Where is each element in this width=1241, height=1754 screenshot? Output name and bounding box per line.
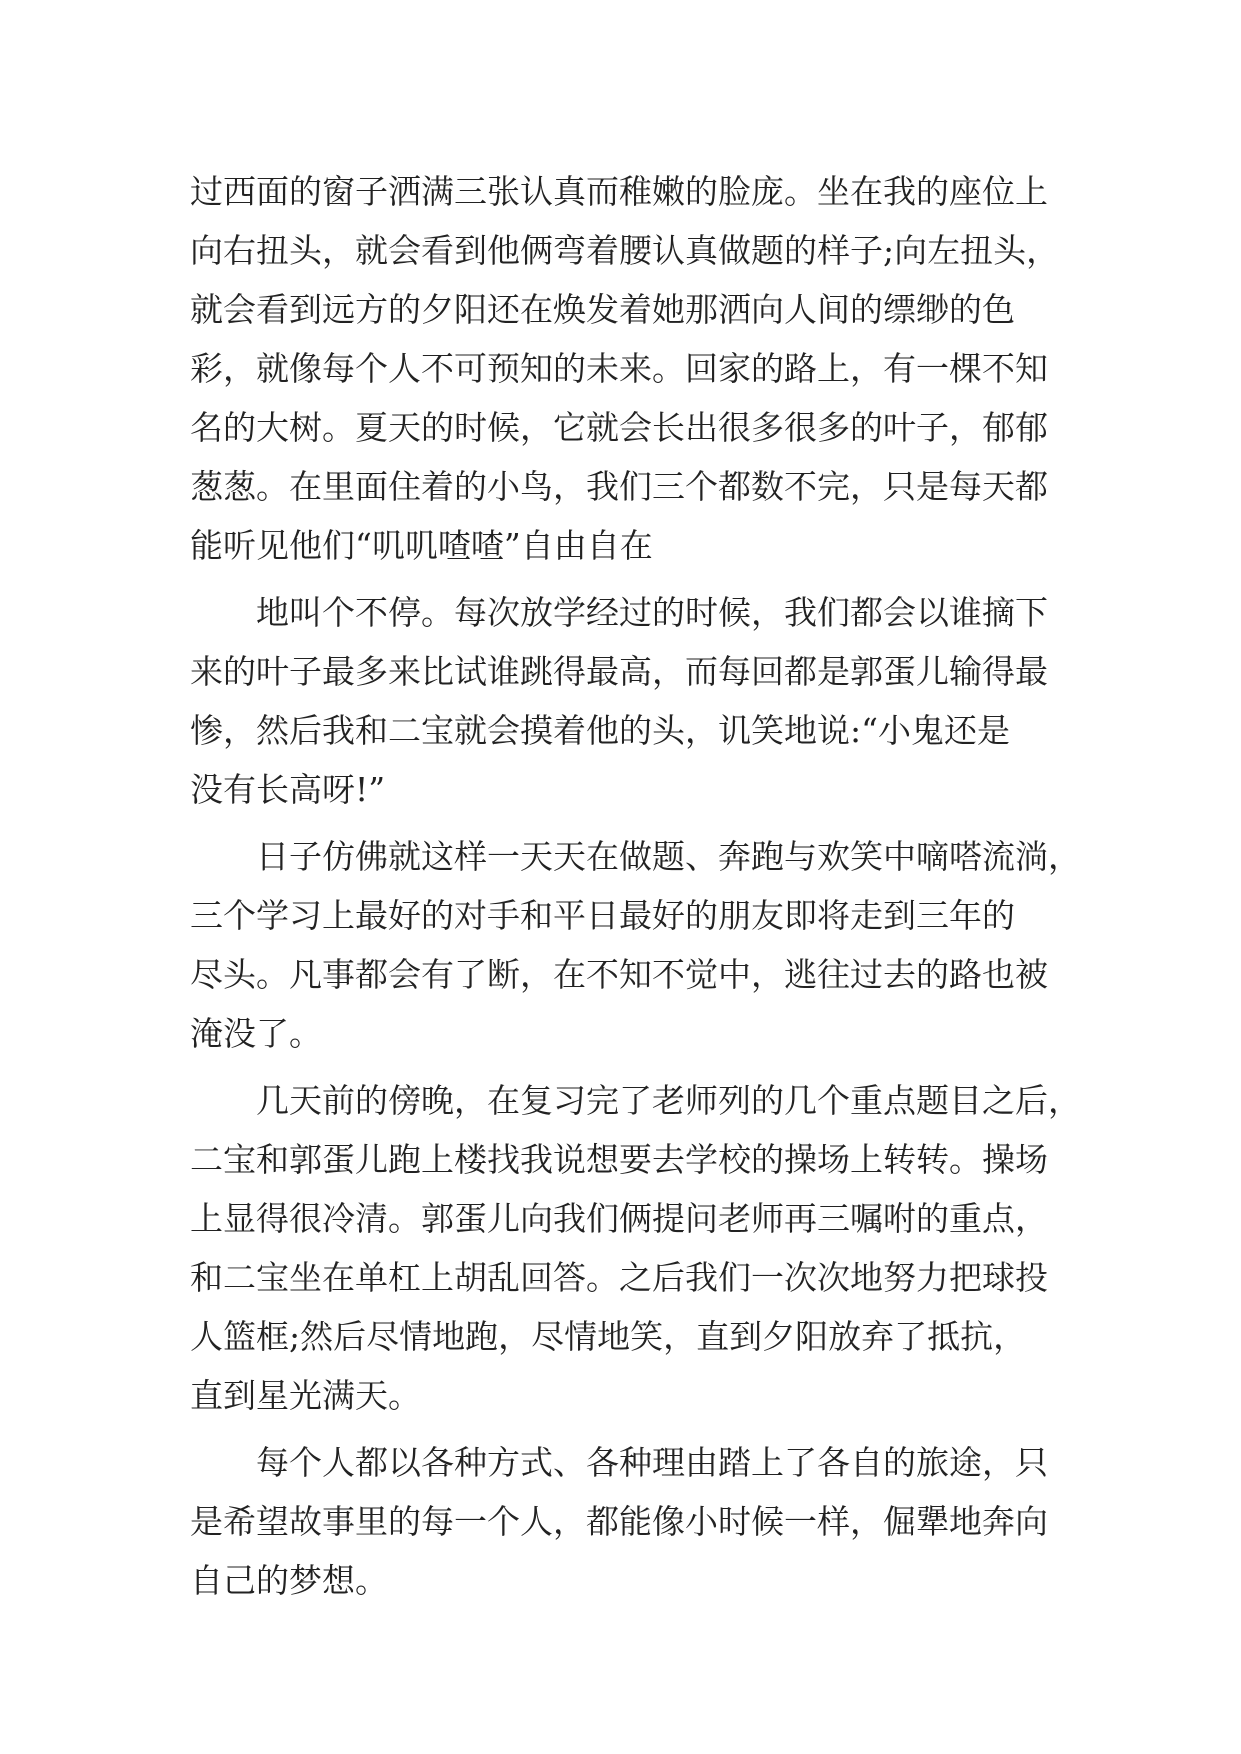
text-line: 直到星光满天。 — [190, 1376, 421, 1415]
text-line: 尽头。凡事都会有了断，在不知不觉中，逃往过去的路也被 — [190, 955, 1048, 994]
text-line: 就会看到远方的夕阳还在焕发着她那洒向人间的缥缈的色 — [190, 290, 1015, 329]
text-line: 能听见他们“叽叽喳喳”自由自在 — [190, 526, 653, 565]
text-line: 几天前的傍晚，在复习完了老师列的几个重点题目之后， — [256, 1081, 1081, 1120]
text-line: 三个学习上最好的对手和平日最好的朋友即将走到三年的 — [190, 896, 1015, 935]
body-text — [190, 162, 1081, 1618]
text-line: 二宝和郭蛋儿跑上楼找我说想要去学校的操场上转转。操场 — [190, 1140, 1048, 1179]
text-line: 每个人都以各种方式、各种理由踏上了各自的旅途，只 — [256, 1443, 1048, 1482]
text-line: 和二宝坐在单杠上胡乱回答。之后我们一次次地努力把球投 — [190, 1258, 1048, 1297]
paragraph-5 — [190, 1433, 1060, 1610]
text-line: 惨，然后我和二宝就会摸着他的头，讥笑地说:“小鬼还是 — [190, 711, 1010, 750]
paragraph-4 — [190, 1071, 1081, 1425]
text-line: 地叫个不停。每次放学经过的时候，我们都会以谁摘下 — [256, 593, 1048, 632]
text-line: 葱葱。在里面住着的小鸟，我们三个都数不完，只是每天都 — [190, 467, 1048, 506]
text-line: 没有长高呀!” — [190, 770, 386, 809]
text-line: 日子仿佛就这样一天天在做题、奔跑与欢笑中嘀嗒流淌， — [256, 837, 1081, 876]
text-line: 人篮框;然后尽情地跑，尽情地笑，直到夕阳放弃了抵抗， — [190, 1317, 1027, 1356]
text-line: 上显得很冷清。郭蛋儿向我们俩提问老师再三嘱咐的重点， — [190, 1199, 1048, 1238]
paragraph-1 — [190, 162, 1060, 575]
text-line: 过西面的窗子洒满三张认真而稚嫩的脸庞。坐在我的座位上 — [190, 172, 1048, 211]
text-line: 自己的梦想。 — [190, 1561, 388, 1600]
text-line: 向右扭头，就会看到他俩弯着腰认真做题的样子;向左扭头， — [190, 231, 1060, 270]
paragraph-3 — [190, 827, 1081, 1063]
text-line: 淹没了。 — [190, 1014, 322, 1053]
paragraph-2 — [190, 583, 1060, 819]
text-line: 名的大树。夏天的时候，它就会长出很多很多的叶子，郁郁 — [190, 408, 1048, 447]
text-line: 来的叶子最多来比试谁跳得最高，而每回都是郭蛋儿输得最 — [190, 652, 1048, 691]
text-line: 彩，就像每个人不可预知的未来。回家的路上，有一棵不知 — [190, 349, 1048, 388]
text-line: 是希望故事里的每一个人，都能像小时候一样，倔犟地奔向 — [190, 1502, 1048, 1541]
